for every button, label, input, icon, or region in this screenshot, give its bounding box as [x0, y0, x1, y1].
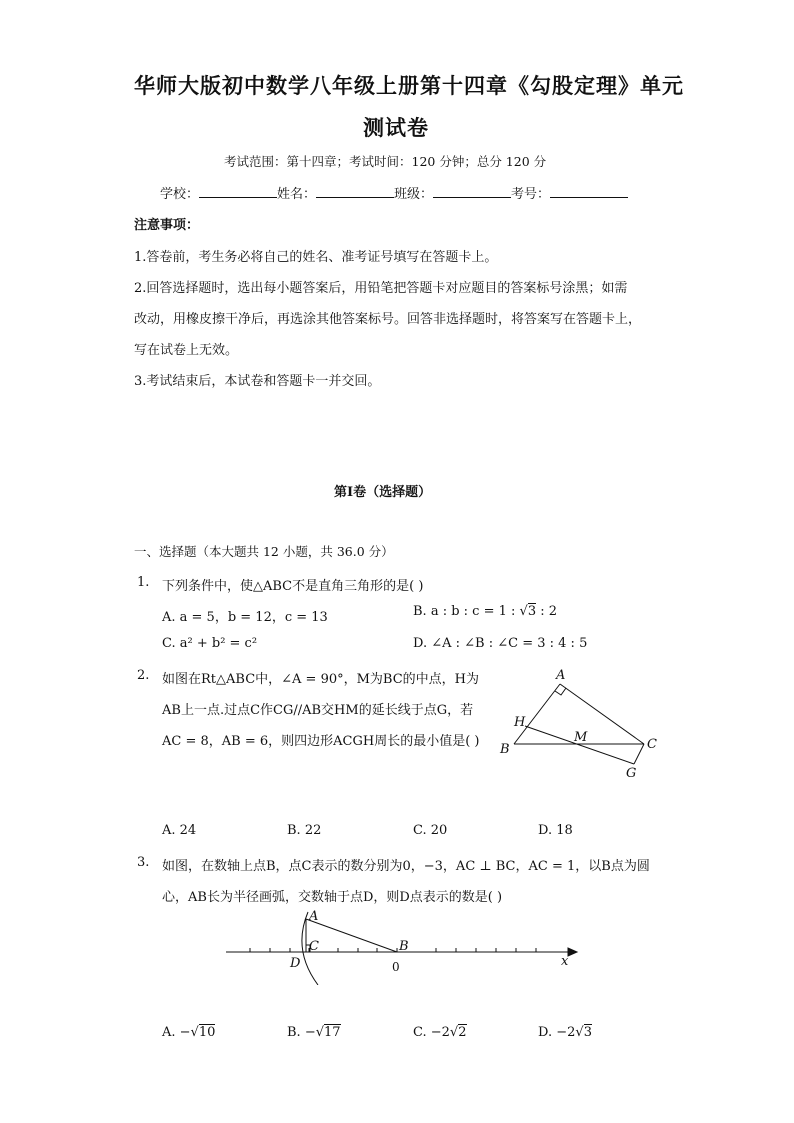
- exam-info: 考试范围：第十四章；考试时间：120 分钟；总分 120 分: [224, 154, 547, 169]
- label-x: x: [561, 954, 569, 969]
- q3-number: 3.: [137, 855, 150, 870]
- sqrt-symbol: √: [519, 604, 528, 619]
- q1-option-d[interactable]: D. ∠A : ∠B : ∠C = 3 : 4 : 5: [413, 636, 588, 651]
- q3-line1: 如图，在数轴上点B，点C表示的数分别为0，−3，AC ⊥ BC，AC = 1，以B点为圆: [162, 859, 650, 874]
- label-zero: 0: [392, 960, 400, 974]
- q2-triangle-figure: [494, 664, 674, 784]
- class-field[interactable]: [433, 185, 511, 198]
- school-field[interactable]: [199, 185, 277, 198]
- q1-option-c[interactable]: C. a² + b² = c²: [162, 636, 258, 651]
- q3-option-b-prefix: B. −: [287, 1025, 316, 1040]
- q2-option-a[interactable]: A. 24: [162, 823, 197, 838]
- q3-option-b[interactable]: [287, 1025, 341, 1040]
- q3-line2: 心，AB长为半径画弧，交数轴于点D，则D点表示的数是( ): [162, 890, 503, 905]
- label-b: B: [500, 742, 510, 757]
- part-title: 第Ⅰ卷（选择题）: [334, 485, 432, 500]
- q3-option-d[interactable]: [538, 1025, 592, 1040]
- q1-option-a[interactable]: A. a = 5，b = 12，c = 13: [162, 610, 328, 625]
- class-label: 班级：: [394, 187, 434, 202]
- sqrt-symbol: √: [190, 1025, 199, 1040]
- number-label: 考号：: [511, 187, 551, 202]
- page-title-line2: 测试卷: [363, 116, 429, 140]
- label-m: M: [574, 730, 588, 745]
- notice-item-3: 3.考试结束后，本试卷和答题卡一并交回。: [134, 374, 381, 389]
- notice-item-2-line1: 2.回答选择题时，选出每小题答案后，用铅笔把答题卡对应题目的答案标号涂黑；如需: [134, 281, 628, 296]
- q3-option-c[interactable]: [413, 1025, 467, 1040]
- notice-heading: 注意事项：: [134, 218, 200, 233]
- q3-number-line-figure: [220, 905, 580, 985]
- q3-option-d-prefix: D. −2: [538, 1025, 576, 1040]
- segment-ac: [560, 684, 644, 744]
- sqrt-symbol: √: [315, 1025, 325, 1040]
- sqrt-symbol: √: [449, 1025, 459, 1040]
- q1-option-b[interactable]: [413, 604, 557, 619]
- q2-line1: 如图在Rt△ABC中，∠A = 90°，M为BC的中点，H为: [162, 672, 480, 687]
- q1-option-b-radicand: 3: [527, 604, 537, 619]
- q3-option-d-radicand: 3: [583, 1025, 592, 1040]
- q2-option-b[interactable]: B. 22: [287, 823, 322, 838]
- student-info-line: [160, 183, 628, 202]
- segment-ab: [306, 919, 397, 952]
- label-a: A: [556, 668, 566, 683]
- q2-number: 2.: [137, 668, 150, 683]
- q3-option-a-prefix: A. −: [162, 1025, 191, 1040]
- label-d: D: [290, 956, 301, 971]
- label-b: B: [399, 939, 409, 954]
- page-title: 华师大版初中数学八年级上册第十四章《勾股定理》单元: [134, 74, 684, 98]
- q3-option-b-radicand: 17: [324, 1025, 341, 1040]
- notice-item-2-line3: 写在试卷上无效。: [134, 343, 239, 358]
- q2-line2: AB上一点.过点C作CG//AB交HM的延长线于点G，若: [162, 703, 474, 718]
- section-heading: 一、选择题（本大题共 12 小题，共 36.0 分）: [134, 544, 394, 559]
- q3-option-a-radicand: 10: [198, 1025, 216, 1040]
- label-h: H: [514, 715, 526, 730]
- q1-option-b-prefix: B. a : b : c = 1 :: [413, 604, 520, 619]
- name-label: 姓名：: [277, 187, 317, 202]
- axis-arrow-icon: [568, 948, 577, 956]
- number-field[interactable]: [550, 185, 628, 198]
- notice-item-1: 1.答卷前，考生务必将自己的姓名、准考证号填写在答题卡上。: [134, 250, 498, 265]
- q2-option-d[interactable]: D. 18: [538, 823, 573, 838]
- q1-stem: 下列条件中，使△ABC不是直角三角形的是( ): [162, 579, 424, 594]
- label-a: A: [309, 909, 319, 924]
- notice-item-2-line2: 改动，用橡皮擦干净后，再选涂其他答案标号。回答非选择题时，将答案写在答题卡上，: [134, 312, 642, 327]
- q1-option-b-suffix: : 2: [536, 604, 558, 619]
- label-c: C: [309, 939, 319, 954]
- q2-line3: AC = 8，AB = 6，则四边形ACGH周长的最小值是( ): [162, 734, 480, 749]
- segment-ab: [514, 684, 560, 744]
- label-c: C: [647, 737, 657, 752]
- q2-option-c[interactable]: C. 20: [413, 823, 448, 838]
- segment-cg: [634, 744, 644, 764]
- sqrt-symbol: √: [575, 1025, 584, 1040]
- q3-option-a[interactable]: [162, 1025, 215, 1040]
- name-field[interactable]: [316, 185, 394, 198]
- school-label: 学校：: [160, 187, 200, 202]
- q3-option-c-prefix: C. −2: [413, 1025, 450, 1040]
- q3-option-c-radicand: 2: [458, 1025, 467, 1040]
- q1-number: 1.: [137, 575, 150, 590]
- label-g: G: [626, 766, 637, 781]
